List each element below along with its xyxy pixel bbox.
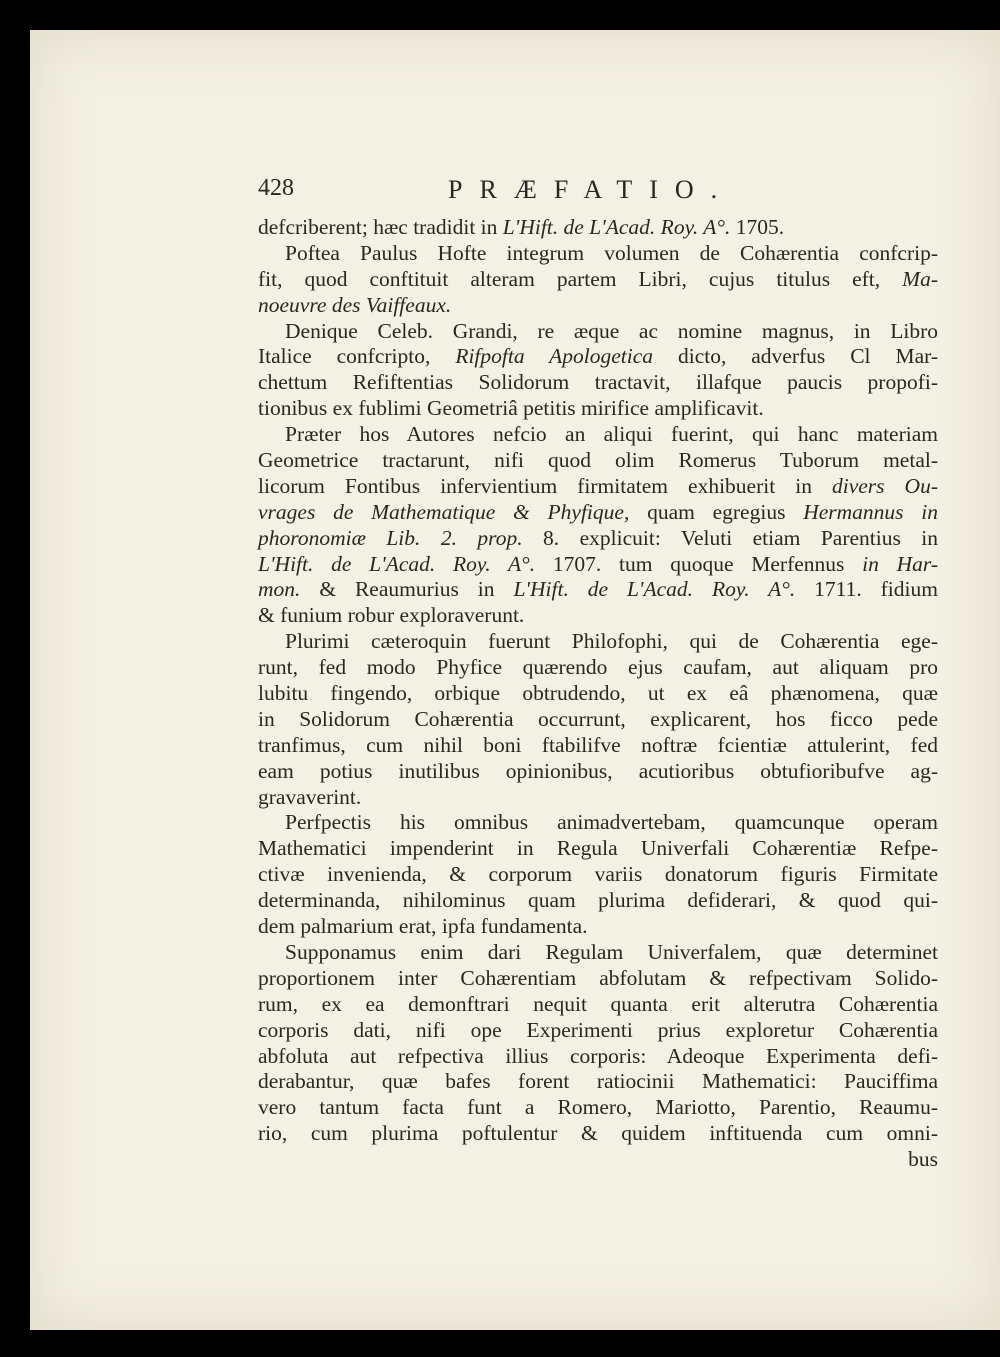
book-page <box>30 30 1000 1330</box>
text-line <box>258 396 938 422</box>
text-segment: corporis dati, nifi ope Experimenti prius exploretur Cohærentia <box>258 1017 938 1042</box>
text-line <box>258 966 938 992</box>
text-segment: eam potius inutilibus opinionibus, acutioribus obtufioribufve ag- <box>258 758 938 783</box>
text-line <box>258 862 938 888</box>
text-segment: Italice confcripto, <box>258 344 456 369</box>
text-line <box>258 940 938 966</box>
text-segment: dem palmarium erat, ipfa fundamenta. <box>258 914 588 939</box>
text-line <box>258 319 938 345</box>
italic-text: L'Hift. de L'Acad. Roy. A°. <box>513 577 796 602</box>
text-segment: defcriberent; hæc tradidit in <box>258 215 503 239</box>
italic-text: phoronomiæ Lib. 2. prop. <box>258 525 523 550</box>
italic-text: L'Hift. de L'Acad. Roy. A°. <box>258 551 536 576</box>
text-line <box>258 888 938 914</box>
text-line <box>258 914 938 940</box>
text-segment: & Reaumurius in <box>300 577 514 602</box>
text-segment: Supponamus enim dari Regulam Univerfalem, quæ determinet <box>285 939 938 964</box>
text-segment: Perfpectis his omnibus animadvertebam, quamcunque operam <box>285 810 938 835</box>
text-line <box>258 1044 938 1070</box>
text-segment: quam egregius <box>629 499 804 524</box>
text-line <box>258 810 938 836</box>
text-line <box>258 759 938 785</box>
italic-text: Hermannus in <box>803 499 938 524</box>
text-line <box>258 785 938 811</box>
text-segment: rio, cum plurima poftulentur & quidem inftituenda cum omni- <box>258 1121 938 1146</box>
text-segment: licorum Fontibus infervientium firmitatem exhibuerit in <box>258 473 832 498</box>
text-line <box>258 1018 938 1044</box>
text-line <box>258 370 938 396</box>
text-segment: Plurimi cæteroquin fuerunt Philofophi, qui de Cohærentia ege- <box>285 629 938 654</box>
text-segment: 1711. fidium <box>795 577 938 602</box>
text-segment: rum, ex ea demonftrari nequit quanta erit alterutra Cohærentia <box>258 991 938 1016</box>
text-segment: chettum Refiftentias Solidorum tractavit, illafque paucis propofi- <box>258 370 938 395</box>
text-segment: runt, fed modo Phyfice quærendo ejus caufam, aut aliquam pro <box>258 655 938 680</box>
italic-text: Rifpofta Apologetica <box>455 344 654 369</box>
text-line <box>258 422 938 448</box>
text-segment: vero tantum facta funt a Romero, Mariotto, Parentio, Reaumu- <box>258 1095 938 1120</box>
text-block <box>258 175 938 1173</box>
text-line <box>258 1069 938 1095</box>
text-segment: Denique Celeb. Grandi, re æque ac nomine magnus, in Libro <box>285 318 938 343</box>
italic-text: vrages de Mathematique & Phyfique, <box>258 499 630 524</box>
text-line <box>258 1147 938 1173</box>
italic-text: Ma- <box>902 266 938 291</box>
text-segment: Præter hos Autores nefcio an aliqui fuerint, qui hanc materiam <box>285 422 938 447</box>
text-segment: gravaverint. <box>258 784 362 809</box>
text-segment: 1705. <box>730 215 785 239</box>
text-segment: abfoluta aut refpectiva illius corporis: Adeoque Experimenta defi- <box>258 1043 938 1068</box>
text-line <box>258 629 938 655</box>
text-segment: ctivæ invenienda, & corporum variis donatorum figuris Firmitate <box>258 862 938 887</box>
text-line <box>258 344 938 370</box>
text-segment: fit, quod conftituit alteram partem Libri, cujus titulus eft, <box>258 266 903 291</box>
body-text <box>258 215 938 1173</box>
text-line <box>258 681 938 707</box>
text-segment: & funium robur exploraverunt. <box>258 603 525 628</box>
text-segment: derabantur, quæ bafes forent ratiocinii Mathematici: Pauciffima <box>258 1069 938 1094</box>
text-line <box>258 552 938 578</box>
text-segment: lubitu fingendo, orbique obtrudendo, ut ex eâ phænomena, quæ <box>258 681 938 706</box>
text-line <box>258 733 938 759</box>
text-segment: 1707. tum quoque Merfennus <box>535 551 863 576</box>
text-line <box>258 836 938 862</box>
text-line <box>258 577 938 603</box>
italic-text: noeuvre des Vaiffeaux. <box>258 292 452 317</box>
text-line <box>258 1095 938 1121</box>
italic-text: mon. <box>258 577 301 602</box>
text-segment: Mathematici impenderint in Regula Univerfali Cohærentiæ Refpe- <box>258 836 938 861</box>
text-line <box>258 448 938 474</box>
running-head <box>258 175 938 215</box>
text-segment: determinanda, nihilominus quam plurima defiderari, & quod qui- <box>258 888 938 913</box>
text-line <box>258 293 938 319</box>
italic-text: divers Ou- <box>831 473 938 498</box>
text-line <box>258 526 938 552</box>
text-segment: 8. explicuit: Veluti etiam Parentius in <box>522 525 938 550</box>
text-line <box>258 241 938 267</box>
page-number: 428 <box>258 175 294 201</box>
text-segment: Geometrice tractarunt, nifi quod olim Romerus Tuborum metal- <box>258 448 938 473</box>
italic-text: in Har- <box>862 551 938 576</box>
italic-text: L'Hift. de L'Acad. Roy. A°. <box>502 215 731 239</box>
text-segment: Poftea Paulus Hofte integrum volumen de Cohærentia confcrip- <box>285 240 938 265</box>
text-segment: tranfimus, cum nihil boni ftabilifve noftræ fcientiæ attulerint, fed <box>258 732 938 757</box>
text-line <box>258 603 938 629</box>
text-segment: bus <box>908 1147 938 1172</box>
text-line <box>258 655 938 681</box>
text-segment: proportionem inter Cohærentiam abfolutam & refpectivam Solido- <box>258 965 938 990</box>
text-line <box>258 1121 938 1147</box>
text-line <box>258 707 938 733</box>
text-line <box>258 215 938 241</box>
text-line <box>258 474 938 500</box>
text-segment: tionibus ex fublimi Geometriâ petitis mirifice amplificavit. <box>258 396 764 421</box>
text-line <box>258 267 938 293</box>
text-line <box>258 992 938 1018</box>
text-segment: dicto, adverfus Cl Mar- <box>653 344 939 369</box>
text-line <box>258 500 938 526</box>
header-title: PRÆFATIO. <box>448 175 735 204</box>
text-segment: in Solidorum Cohærentia occurrunt, explicarent, hos ficco pede <box>258 706 938 731</box>
